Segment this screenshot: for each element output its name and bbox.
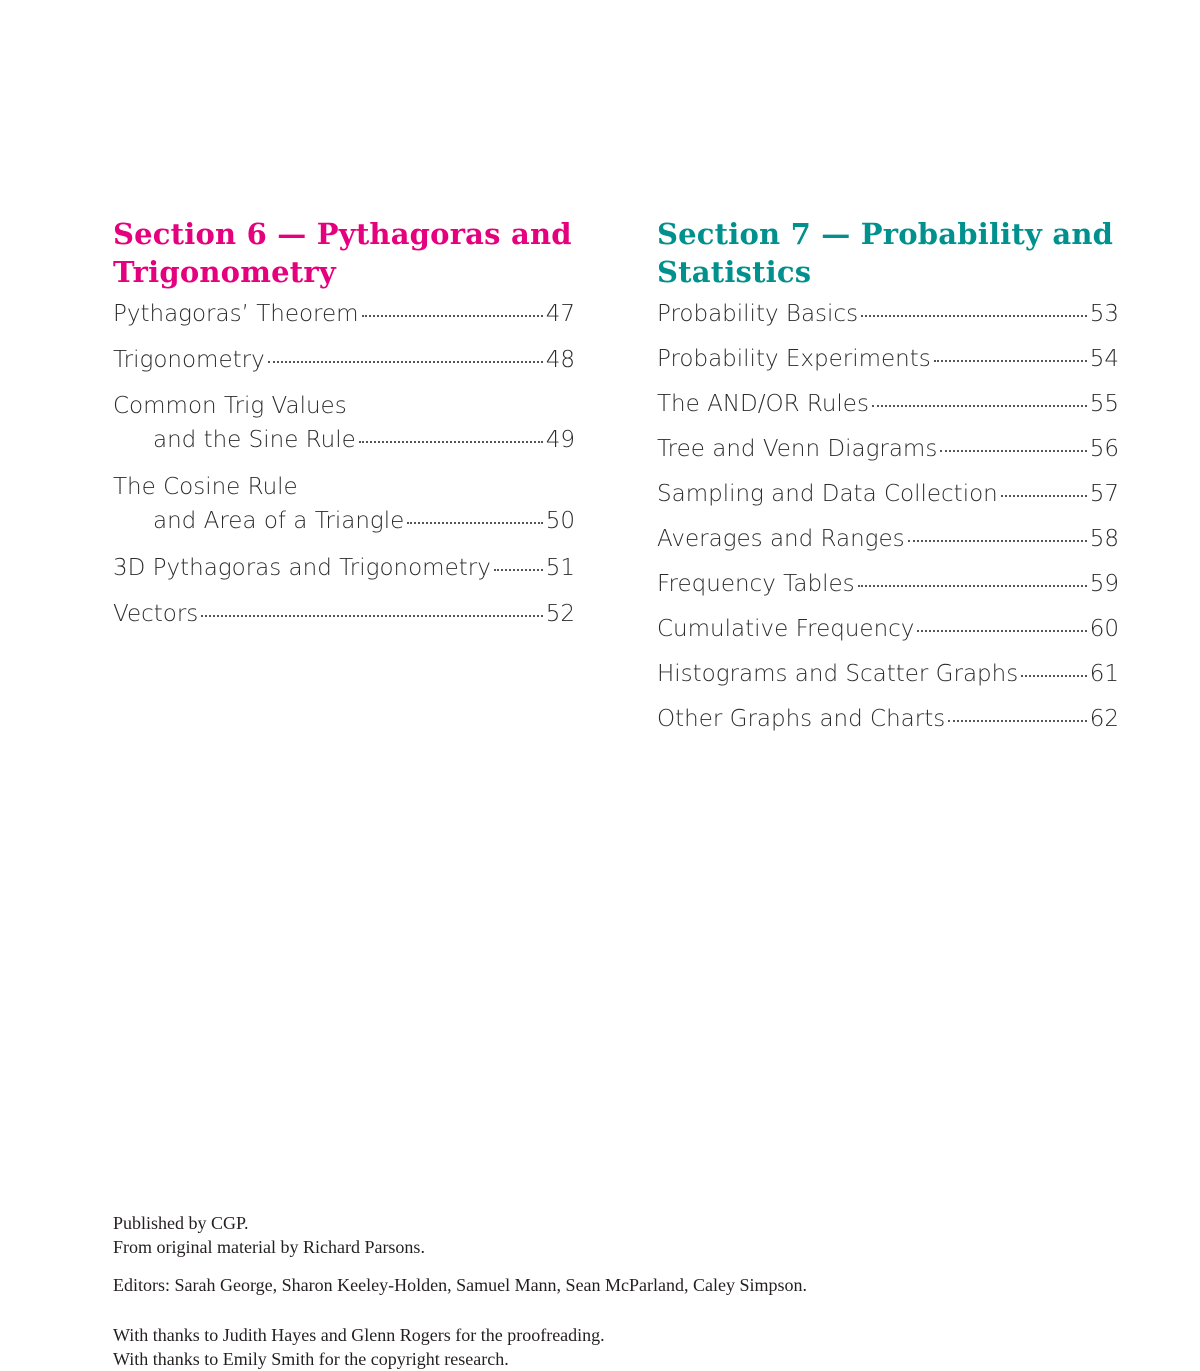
toc-entry-title: Frequency Tables xyxy=(657,571,855,597)
toc-entry-title: Pythagoras’ Theorem xyxy=(113,301,359,327)
toc-entry-title: Common Trig Values xyxy=(113,393,347,419)
toc-entry-title: The Cosine Rule xyxy=(113,474,298,500)
publisher-line: Published by CGP. xyxy=(113,1213,249,1233)
toc-entry-page: 55 xyxy=(1089,391,1119,417)
spacer xyxy=(113,1297,1113,1323)
toc-entry-page: 47 xyxy=(545,301,575,327)
toc-entry-page: 56 xyxy=(1089,436,1119,462)
original-material-line: From original material by Richard Parsons. xyxy=(113,1237,425,1257)
toc-entry-title: 3D Pythagoras and Trigonometry xyxy=(113,555,491,581)
dot-leader xyxy=(861,315,1087,317)
dot-leader xyxy=(1021,675,1087,677)
toc-entry-title: Probability Basics xyxy=(657,301,859,327)
toc-entry-3d-pythagoras[interactable] xyxy=(113,551,575,585)
toc-entry-averages-ranges[interactable] xyxy=(657,522,1119,556)
toc-entry-pythagoras-theorem[interactable] xyxy=(113,297,575,331)
toc-entry-and-or-rules[interactable] xyxy=(657,387,1119,421)
editors-line: Editors: Sarah George, Sharon Keeley-Holden, Samuel Mann, Sean McParland, Caley Simpson. xyxy=(113,1275,808,1295)
dot-leader xyxy=(940,450,1086,452)
dot-leader xyxy=(268,361,543,363)
dot-leader xyxy=(948,720,1086,722)
dot-leader xyxy=(872,405,1087,407)
toc-entry-title-continued: and the Sine Rule xyxy=(153,427,356,453)
section-6-toc-list xyxy=(113,297,575,631)
dot-leader xyxy=(362,315,543,317)
toc-entry-page: 60 xyxy=(1089,616,1119,642)
toc-entry-title: The AND/OR Rules xyxy=(657,391,869,417)
toc-entry-page: 58 xyxy=(1089,526,1119,552)
section-6-heading: Section 6 — Pythagoras and Trigonometry xyxy=(113,217,572,289)
toc-entry-title: Trigonometry xyxy=(113,347,265,373)
dot-leader xyxy=(494,569,543,571)
toc-entry-title: Averages and Ranges xyxy=(657,526,905,552)
toc-entry-page: 57 xyxy=(1089,481,1119,507)
toc-entry-title: Histograms and Scatter Graphs xyxy=(657,661,1019,687)
toc-entry-title: Tree and Venn Diagrams xyxy=(657,436,938,462)
toc-entry-frequency-tables[interactable] xyxy=(657,567,1119,601)
toc-entry-sampling-data-collection[interactable] xyxy=(657,477,1119,511)
toc-entry-title-continued: and Area of a Triangle xyxy=(153,508,405,534)
toc-entry-other-graphs-charts[interactable] xyxy=(657,702,1119,736)
dot-leader xyxy=(201,615,542,617)
toc-section-6 xyxy=(113,215,575,643)
dot-leader xyxy=(1001,495,1087,497)
toc-entry-common-trig-values[interactable] xyxy=(113,389,575,458)
toc-entry-histograms-scatter[interactable] xyxy=(657,657,1119,691)
section-7-toc-list xyxy=(657,297,1119,736)
dot-leader xyxy=(908,540,1087,542)
toc-entry-probability-basics[interactable] xyxy=(657,297,1119,331)
toc-entry-page: 54 xyxy=(1089,346,1119,372)
toc-entry-cumulative-frequency[interactable] xyxy=(657,612,1119,646)
toc-entry-page: 49 xyxy=(545,427,575,453)
toc-entry-cosine-rule[interactable] xyxy=(113,470,575,539)
toc-entry-tree-venn-diagrams[interactable] xyxy=(657,432,1119,466)
dot-leader xyxy=(407,522,542,524)
toc-entry-probability-experiments[interactable] xyxy=(657,342,1119,376)
toc-entry-page: 62 xyxy=(1089,706,1119,732)
toc-entry-title: Sampling and Data Collection xyxy=(657,481,998,507)
toc-entry-title: Other Graphs and Charts xyxy=(657,706,946,732)
dot-leader xyxy=(917,630,1086,632)
proofreading-thanks-line: With thanks to Judith Hayes and Glenn Rogers for the proofreading. xyxy=(113,1325,605,1345)
toc-entry-page: 48 xyxy=(545,347,575,373)
toc-section-7 xyxy=(657,215,1119,747)
credits-block xyxy=(113,1211,1113,1371)
section-7-heading: Section 7 — Probability and Statistics xyxy=(657,217,1114,289)
toc-entry-page: 51 xyxy=(545,555,575,581)
toc-entry-page: 59 xyxy=(1089,571,1119,597)
dot-leader xyxy=(359,441,543,443)
toc-entry-page: 50 xyxy=(545,508,575,534)
spacer xyxy=(113,1259,1113,1273)
toc-entry-vectors[interactable] xyxy=(113,597,575,631)
toc-entry-page: 53 xyxy=(1089,301,1119,327)
toc-entry-page: 52 xyxy=(545,601,575,627)
dot-leader xyxy=(934,360,1087,362)
copyright-thanks-line: With thanks to Emily Smith for the copyright research. xyxy=(113,1349,509,1369)
toc-entry-title: Probability Experiments xyxy=(657,346,931,372)
toc-entry-title: Cumulative Frequency xyxy=(657,616,915,642)
toc-entry-title: Vectors xyxy=(113,601,199,627)
dot-leader xyxy=(858,585,1087,587)
toc-entry-trigonometry[interactable] xyxy=(113,343,575,377)
toc-entry-page: 61 xyxy=(1089,661,1119,687)
